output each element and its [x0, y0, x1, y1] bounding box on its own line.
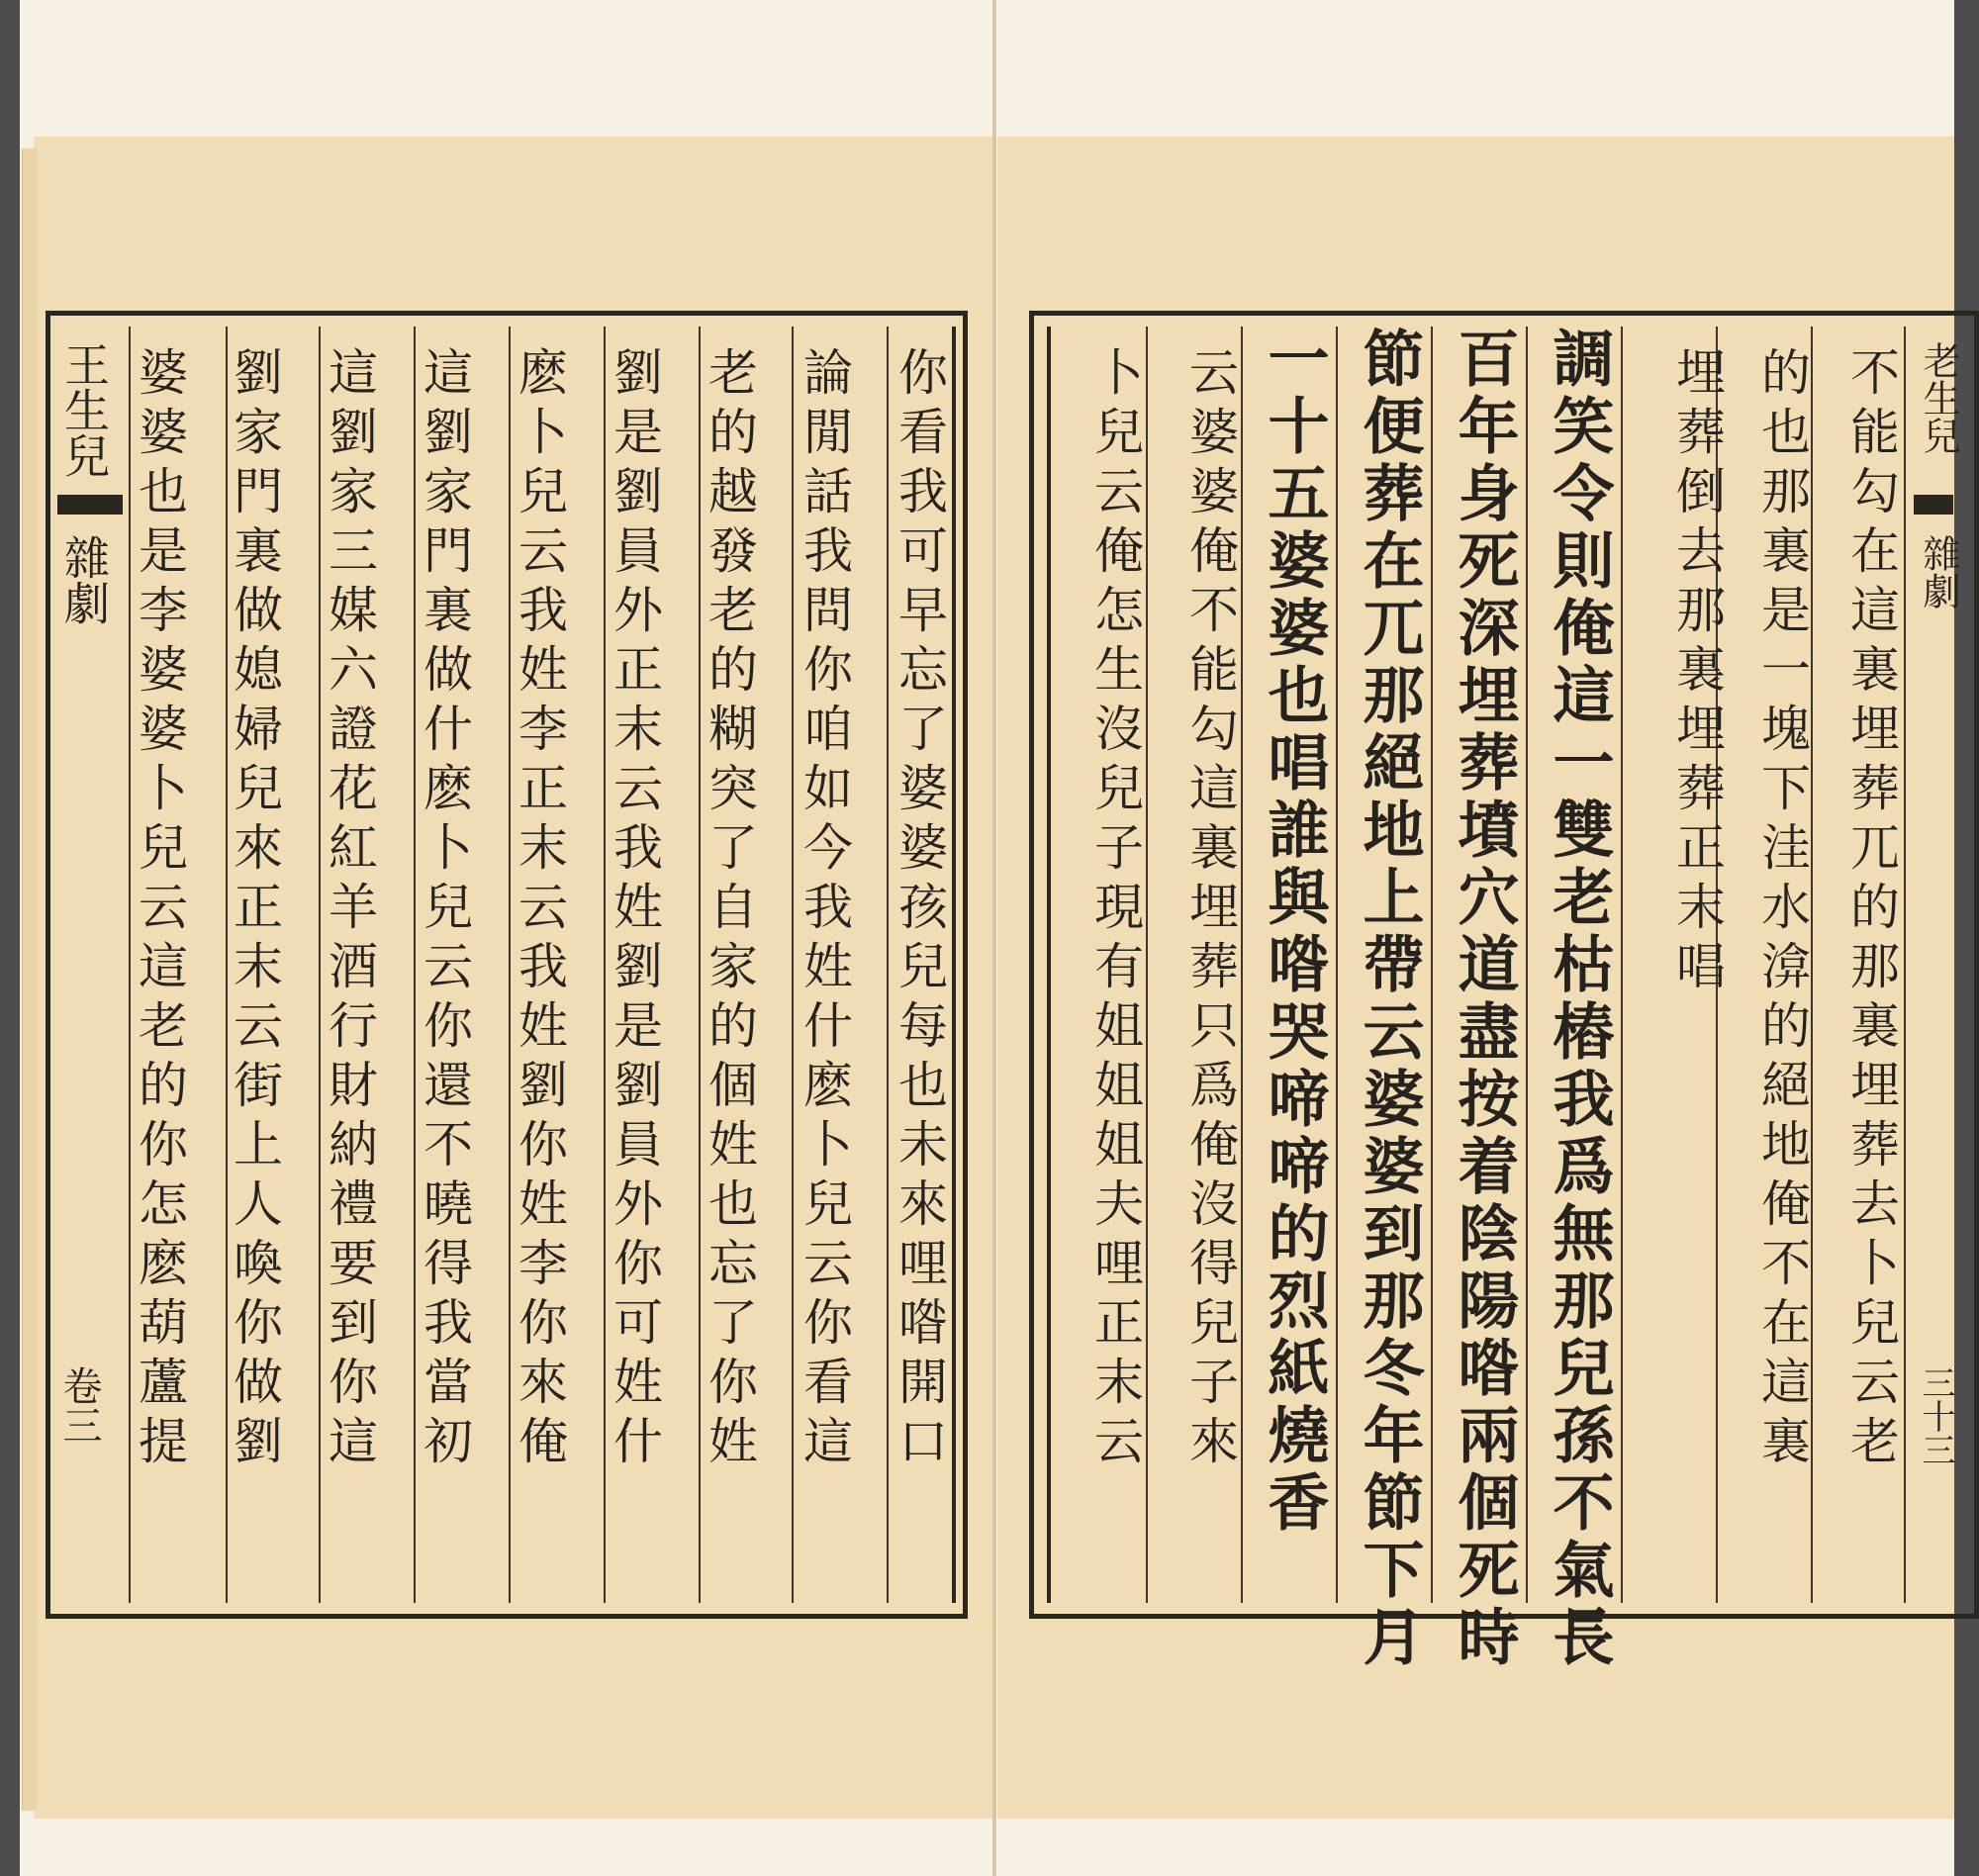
left-text-column: 劉是劉員外正末云我姓劉是劉員外你可姓什 — [606, 346, 663, 1474]
right-text-column: 云婆婆俺不能勾這裏埋葬只爲俺沒得兒子來 — [1181, 346, 1239, 1474]
right-text-column: 的也那裏是一塊下洼水渰的絕地俺不在這裏 — [1753, 346, 1811, 1474]
fish-tail-mark — [57, 495, 123, 515]
right-column-rule — [1904, 327, 1906, 1603]
left-text-column: 這劉家三媒六證花紅羊酒行財納禮要到你這 — [321, 346, 378, 1474]
left-spine-title: 王生兒 — [57, 341, 111, 478]
right-text-column: 卜兒云俺怎生沒兒子現有姐姐姐夫哩正末云 — [1086, 346, 1144, 1474]
right-column-rule — [1526, 327, 1528, 1603]
left-column-rule — [792, 327, 794, 1603]
left-spine-genre: 雜劇 — [57, 534, 111, 625]
left-text-column: 這劉家門裏做什麽卜兒云你還不曉得我當初 — [416, 346, 473, 1474]
right-spine-page: 三十三 — [1916, 1365, 1955, 1466]
left-text-column: 麽卜兒云我姓李正末云我姓劉你姓李你來俺 — [511, 346, 568, 1474]
right-text-column: 百年身死深埋葬墳穴道盡按着陰陽喒兩個死時 — [1448, 327, 1520, 1672]
right-column-rule — [1431, 327, 1433, 1603]
right-text-column: 節便葬在兀那絕地上帶云婆婆到那冬年節下月 — [1353, 327, 1425, 1672]
right-column-rule — [1621, 327, 1623, 1603]
right-spine-title: 老生兒 — [1917, 341, 1960, 454]
right-spine-genre: 雜劇 — [1917, 534, 1960, 610]
page-edge-stack — [22, 148, 37, 1811]
right-text-column: 不能勾在這裏埋葬兀的那裏埋葬去卜兒云老 — [1842, 346, 1900, 1474]
left-text-column: 老的越發老的糊突了自家的個姓也忘了你姓 — [701, 346, 758, 1474]
right-column-rule — [1146, 327, 1148, 1603]
book-gutter — [992, 0, 996, 1876]
right-text-column: 一十五婆婆也唱誰與喒哭啼啼的烈紙燒香 — [1258, 327, 1330, 1538]
fish-tail-mark — [1914, 495, 1953, 515]
left-column-rule — [887, 327, 889, 1603]
left-page-inner-rule — [952, 327, 956, 1603]
right-page-inner-rule — [1047, 327, 1051, 1603]
right-column-rule — [1811, 327, 1813, 1603]
left-text-column: 你看我可早忘了婆婆孩兒每也未來哩喒開口 — [891, 346, 948, 1474]
left-text-column: 劉家門裏做媳婦兒來正末云街上人喚你做劉 — [226, 346, 283, 1474]
right-text-column: 埋葬倒去那裏埋葬正末唱 — [1668, 346, 1726, 999]
left-text-column: 婆婆也是李婆婆卜兒云這老的你怎麽葫蘆提 — [131, 346, 188, 1474]
right-column-rule — [1241, 327, 1243, 1603]
right-column-rule — [1336, 327, 1338, 1603]
scanner-background-left — [0, 0, 20, 1876]
right-text-column: 調笑令則俺這一雙老枯樁我爲無那兒孫不氣長 — [1543, 327, 1615, 1672]
left-text-column: 論閒話我問你咱如今我姓什麽卜兒云你看這 — [796, 346, 853, 1474]
left-spine-page: 卷三 — [56, 1365, 102, 1445]
